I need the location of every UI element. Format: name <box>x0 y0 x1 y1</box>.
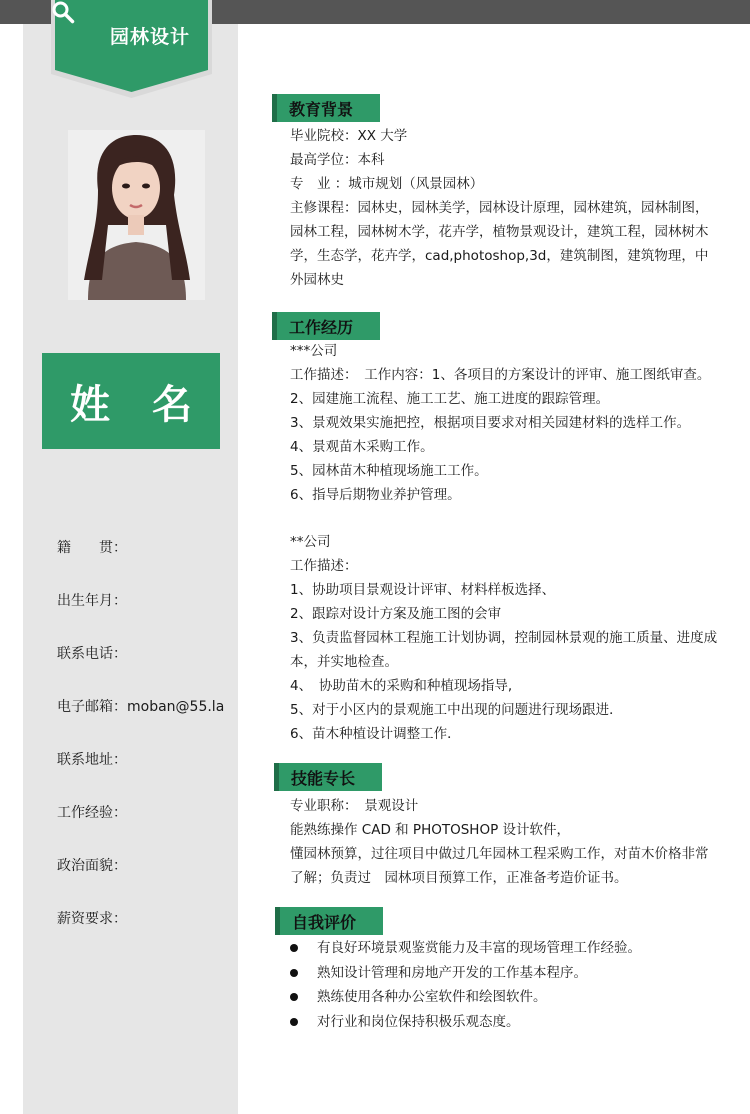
list-item <box>290 961 641 986</box>
info-hometown <box>57 538 224 591</box>
search-icon <box>51 0 75 24</box>
section-title: 教育背景 <box>289 100 354 119</box>
job-line: 6、苗木种植设计调整工作． <box>290 726 461 742</box>
job-company: **公司 <box>290 534 331 550</box>
skill-line: 能熟练操作 CAD 和 PHOTOSHOP 设计软件， <box>290 822 570 838</box>
section-header-skills <box>274 763 382 791</box>
bullet-icon <box>290 1018 298 1026</box>
info-experience <box>57 803 224 856</box>
education-courses: 主修课程：园林史，园林美学，园林设计原理，园林建筑，园林制图，园林工程，园林树木学，花卉学，植物景观设计，建筑工程，园林树木学，生态学，花卉学，cad,photoshop,3d，建筑制图，建筑物理，中外园林史 <box>290 200 709 288</box>
header-title: 园林设计 <box>110 26 191 48</box>
job-line: 1、协助项目景观设计评审、材料样板选择、 <box>290 582 556 598</box>
self-eval-list <box>290 936 641 1034</box>
list-item <box>290 936 641 961</box>
job-line: 6、指导后期物业养护管理。 <box>290 487 461 503</box>
education-content <box>290 124 720 292</box>
job-line: 工作描述： 工作内容：1、各项目的方案设计的评审、施工图纸审查。 <box>290 367 711 383</box>
info-label: 联系地址： <box>57 752 127 768</box>
skill-line: 专业职称： 景观设计 <box>290 798 419 814</box>
list-item <box>290 1010 641 1035</box>
job-line: 5、园林苗木种植现场施工工作。 <box>290 463 488 479</box>
bullet-icon <box>290 969 298 977</box>
badge-shape <box>51 0 212 98</box>
info-label: 籍 贯： <box>57 540 127 556</box>
info-phone <box>57 644 224 697</box>
info-label: 政治面貌： <box>57 858 127 874</box>
info-address <box>57 750 224 803</box>
job-line: 3、负责监督园林工程施工计划协调，控制园林景观的施工质量、进度成本，并实地检查。 <box>290 630 718 670</box>
job-line: 2、跟踪对设计方案及施工图的会审 <box>290 606 502 622</box>
info-label: 工作经验： <box>57 805 127 821</box>
name-box <box>42 353 220 449</box>
job-line: 3、景观效果实施把控，根据项目要求对相关园建材料的选样工作。 <box>290 415 691 431</box>
personal-info-list <box>57 538 224 962</box>
job-line: 2、园建施工流程、施工工艺、施工进度的跟踪管理。 <box>290 391 610 407</box>
info-email <box>57 697 224 750</box>
section-title: 自我评价 <box>292 913 357 932</box>
portrait-image <box>68 130 205 300</box>
info-label: 出生年月： <box>57 593 127 609</box>
bullet-icon <box>290 944 298 952</box>
info-politics <box>57 856 224 909</box>
list-item <box>290 985 641 1010</box>
info-value: moban@55.la <box>127 699 225 715</box>
work-job-2 <box>290 530 720 746</box>
job-line: 工作描述： <box>290 558 358 574</box>
section-title: 技能专长 <box>291 769 356 788</box>
job-line: 4、景观苗木采购工作。 <box>290 439 434 455</box>
section-title: 工作经历 <box>289 318 354 337</box>
education-degree: 最高学位：本科 <box>290 152 385 168</box>
education-school: 毕业院校：XX 大学 <box>290 128 408 144</box>
candidate-name: 姓 名 <box>70 381 206 428</box>
work-job-1 <box>290 339 720 507</box>
section-header-self-eval <box>275 907 383 935</box>
skill-line: 懂园林预算，过往项目中做过几年园林工程采购工作，对苗木价格非常了解；负责过 园林项目预算工作，正准备考造价证书。 <box>290 846 709 886</box>
self-eval-text: 熟知设计管理和房地产开发的工作基本程序。 <box>317 964 587 981</box>
bullet-icon <box>290 993 298 1001</box>
info-label: 薪资要求： <box>57 911 127 927</box>
profile-photo <box>68 130 205 300</box>
education-major: 专 业 ：城市规划（风景园林） <box>290 176 484 192</box>
self-eval-text: 熟练使用各种办公室软件和绘图软件。 <box>317 989 547 1005</box>
section-header-education <box>272 94 380 122</box>
skills-content <box>290 794 720 890</box>
header-badge <box>51 0 212 98</box>
job-line: 4、 协助苗木的采购和种植现场指导, <box>290 678 513 694</box>
section-header-work <box>272 312 380 340</box>
info-label: 电子邮箱： <box>57 699 127 715</box>
info-salary <box>57 909 224 962</box>
info-label: 联系电话： <box>57 646 127 662</box>
self-eval-text: 有良好环境景观鉴赏能力及丰富的现场管理工作经验。 <box>317 940 641 956</box>
self-eval-text: 对行业和岗位保持积极乐观态度。 <box>317 1013 520 1030</box>
job-company: ***公司 <box>290 343 338 359</box>
job-line: 5、对于小区内的景观施工中出现的问题进行现场跟进． <box>290 702 623 718</box>
info-birth <box>57 591 224 644</box>
